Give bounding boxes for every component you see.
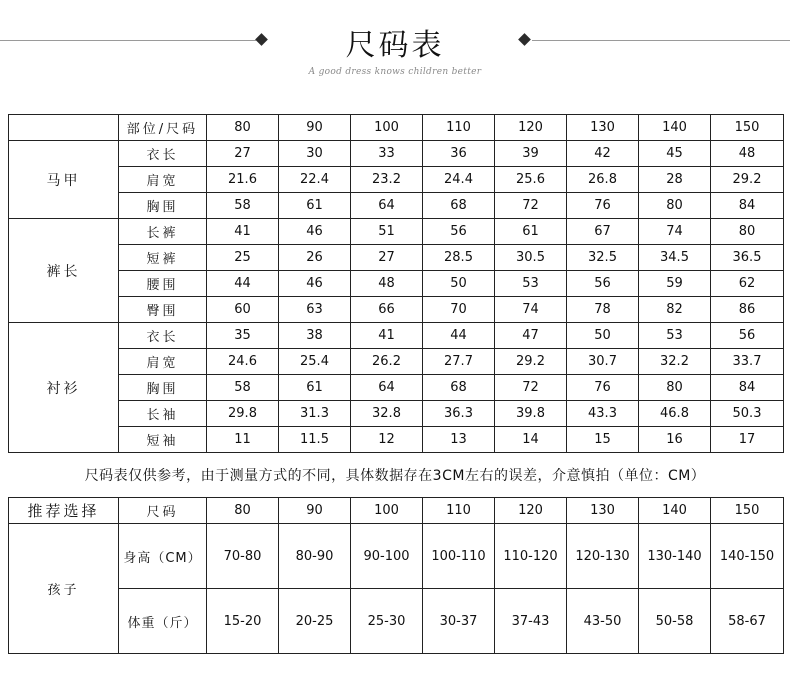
- corner-label: 部位/尺码: [119, 115, 207, 141]
- value-cell: 80: [639, 193, 711, 219]
- value-cell: 38: [279, 323, 351, 349]
- size-header-cell: 130: [567, 115, 639, 141]
- value-cell: 56: [711, 323, 784, 349]
- value-cell: 36: [423, 141, 495, 167]
- value-cell: 30: [279, 141, 351, 167]
- group-label: 衬衫: [9, 323, 119, 453]
- size-header-cell: 80: [207, 115, 279, 141]
- value-cell: 44: [423, 323, 495, 349]
- divider-right: [532, 40, 790, 41]
- value-cell: 36.3: [423, 401, 495, 427]
- value-cell: 31.3: [279, 401, 351, 427]
- size-header-cell: 120: [495, 115, 567, 141]
- value-cell: 23.2: [351, 167, 423, 193]
- table-row: [9, 524, 784, 589]
- item-label: 胸围: [119, 375, 207, 401]
- value-cell: 14: [495, 427, 567, 453]
- size-header-cell: 100: [351, 498, 423, 524]
- value-cell: 66: [351, 297, 423, 323]
- value-cell: 50: [567, 323, 639, 349]
- value-cell: 27: [207, 141, 279, 167]
- value-cell: 59: [639, 271, 711, 297]
- value-cell: 56: [423, 219, 495, 245]
- value-cell: 64: [351, 375, 423, 401]
- value-cell: 20-25: [279, 589, 351, 654]
- value-cell: 48: [351, 271, 423, 297]
- size-header-cell: 110: [423, 498, 495, 524]
- table-row: [9, 193, 784, 219]
- value-cell: 80: [639, 375, 711, 401]
- size-note: 尺码表仅供参考，由于测量方式的不同，具体数据存在3CM左右的误差，介意慎拍（单位：CM）: [84, 468, 706, 484]
- value-cell: 36.5: [711, 245, 784, 271]
- value-cell: 140-150: [711, 524, 784, 589]
- table-row: [9, 141, 784, 167]
- item-label: 长袖: [119, 401, 207, 427]
- size-header-cell: 80: [207, 498, 279, 524]
- value-cell: 84: [711, 375, 784, 401]
- size-header-cell: 130: [567, 498, 639, 524]
- value-cell: 44: [207, 271, 279, 297]
- value-cell: 61: [495, 219, 567, 245]
- value-cell: 58: [207, 375, 279, 401]
- value-cell: 11: [207, 427, 279, 453]
- value-cell: 70-80: [207, 524, 279, 589]
- value-cell: 90-100: [351, 524, 423, 589]
- value-cell: 46: [279, 219, 351, 245]
- item-label: 胸围: [119, 193, 207, 219]
- value-cell: 34.5: [639, 245, 711, 271]
- size-header-cell: 90: [279, 115, 351, 141]
- value-cell: 41: [207, 219, 279, 245]
- value-cell: 82: [639, 297, 711, 323]
- value-cell: 42: [567, 141, 639, 167]
- size-header-cell: 120: [495, 498, 567, 524]
- item-label: 肩宽: [119, 349, 207, 375]
- size-header-cell: 110: [423, 115, 495, 141]
- table-row: [9, 401, 784, 427]
- item-label: 长裤: [119, 219, 207, 245]
- value-cell: 67: [567, 219, 639, 245]
- table-header-row: [9, 115, 784, 141]
- value-cell: 22.4: [279, 167, 351, 193]
- value-cell: 84: [711, 193, 784, 219]
- value-cell: 21.6: [207, 167, 279, 193]
- group-label: 孩子: [9, 524, 119, 654]
- value-cell: 26: [279, 245, 351, 271]
- value-cell: 43-50: [567, 589, 639, 654]
- item-label: 衣长: [119, 141, 207, 167]
- value-cell: 68: [423, 193, 495, 219]
- measurement-table: [8, 114, 784, 453]
- value-cell: 70: [423, 297, 495, 323]
- item-label: 体重（斤）: [119, 589, 207, 654]
- table-row: [9, 323, 784, 349]
- size-header-cell: 150: [711, 115, 784, 141]
- value-cell: 27.7: [423, 349, 495, 375]
- value-cell: 60: [207, 297, 279, 323]
- item-label: 身高（CM）: [119, 524, 207, 589]
- item-label: 腰围: [119, 271, 207, 297]
- value-cell: 30.5: [495, 245, 567, 271]
- value-cell: 46.8: [639, 401, 711, 427]
- table-row: [9, 245, 784, 271]
- value-cell: 17: [711, 427, 784, 453]
- size-header-cell: 150: [711, 498, 784, 524]
- group-label: 裤长: [9, 219, 119, 323]
- value-cell: 28.5: [423, 245, 495, 271]
- size-header-cell: 140: [639, 115, 711, 141]
- value-cell: 51: [351, 219, 423, 245]
- group-label: 马甲: [9, 141, 119, 219]
- value-cell: 47: [495, 323, 567, 349]
- table-row: [9, 271, 784, 297]
- value-cell: 29.2: [711, 167, 784, 193]
- value-cell: 45: [639, 141, 711, 167]
- value-cell: 32.5: [567, 245, 639, 271]
- table-row: [9, 349, 784, 375]
- recommendation-table: [8, 497, 784, 654]
- item-label: 臀围: [119, 297, 207, 323]
- value-cell: 12: [351, 427, 423, 453]
- value-cell: 62: [711, 271, 784, 297]
- value-cell: 72: [495, 375, 567, 401]
- table-row: [9, 219, 784, 245]
- value-cell: 15-20: [207, 589, 279, 654]
- value-cell: 16: [639, 427, 711, 453]
- item-label: 衣长: [119, 323, 207, 349]
- value-cell: 30.7: [567, 349, 639, 375]
- value-cell: 37-43: [495, 589, 567, 654]
- size-header-cell: 140: [639, 498, 711, 524]
- value-cell: 27: [351, 245, 423, 271]
- table-row: [9, 375, 784, 401]
- value-cell: 74: [495, 297, 567, 323]
- value-cell: 39.8: [495, 401, 567, 427]
- value-cell: 53: [639, 323, 711, 349]
- value-cell: 43.3: [567, 401, 639, 427]
- value-cell: 130-140: [639, 524, 711, 589]
- value-cell: 110-120: [495, 524, 567, 589]
- value-cell: 26.2: [351, 349, 423, 375]
- table-row: [9, 589, 784, 654]
- value-cell: 64: [351, 193, 423, 219]
- item-label: 短袖: [119, 427, 207, 453]
- value-cell: 24.6: [207, 349, 279, 375]
- page-header: [0, 0, 790, 100]
- value-cell: 41: [351, 323, 423, 349]
- value-cell: 61: [279, 193, 351, 219]
- value-cell: 39: [495, 141, 567, 167]
- value-cell: 25-30: [351, 589, 423, 654]
- value-cell: 61: [279, 375, 351, 401]
- value-cell: 33: [351, 141, 423, 167]
- page-title: 尺码表: [345, 28, 445, 63]
- value-cell: 46: [279, 271, 351, 297]
- value-cell: 25.4: [279, 349, 351, 375]
- value-cell: 33.7: [711, 349, 784, 375]
- value-cell: 50-58: [639, 589, 711, 654]
- value-cell: 30-37: [423, 589, 495, 654]
- value-cell: 80: [711, 219, 784, 245]
- value-cell: 72: [495, 193, 567, 219]
- value-cell: 50: [423, 271, 495, 297]
- value-cell: 100-110: [423, 524, 495, 589]
- value-cell: 25.6: [495, 167, 567, 193]
- value-cell: 50.3: [711, 401, 784, 427]
- value-cell: 15: [567, 427, 639, 453]
- value-cell: 13: [423, 427, 495, 453]
- table-row: [9, 167, 784, 193]
- value-cell: 32.2: [639, 349, 711, 375]
- value-cell: 76: [567, 375, 639, 401]
- size-header-cell: 90: [279, 498, 351, 524]
- item-label: 短裤: [119, 245, 207, 271]
- value-cell: 76: [567, 193, 639, 219]
- value-cell: 29.8: [207, 401, 279, 427]
- value-cell: 53: [495, 271, 567, 297]
- value-cell: 56: [567, 271, 639, 297]
- table-row: [9, 427, 784, 453]
- item-label: 肩宽: [119, 167, 207, 193]
- value-cell: 86: [711, 297, 784, 323]
- table-row: [9, 297, 784, 323]
- value-cell: 28: [639, 167, 711, 193]
- value-cell: 63: [279, 297, 351, 323]
- corner-cell: [9, 115, 119, 141]
- value-cell: 35: [207, 323, 279, 349]
- value-cell: 29.2: [495, 349, 567, 375]
- size-label: 尺码: [119, 498, 207, 524]
- size-header-cell: 100: [351, 115, 423, 141]
- value-cell: 26.8: [567, 167, 639, 193]
- value-cell: 24.4: [423, 167, 495, 193]
- value-cell: 80-90: [279, 524, 351, 589]
- value-cell: 58-67: [711, 589, 784, 654]
- recommend-header-row: [9, 498, 784, 524]
- value-cell: 48: [711, 141, 784, 167]
- value-cell: 25: [207, 245, 279, 271]
- value-cell: 11.5: [279, 427, 351, 453]
- value-cell: 68: [423, 375, 495, 401]
- value-cell: 58: [207, 193, 279, 219]
- value-cell: 78: [567, 297, 639, 323]
- recommend-corner: 推荐选择: [9, 498, 119, 524]
- value-cell: 120-130: [567, 524, 639, 589]
- page-subtitle: A good dress knows children better: [308, 67, 482, 77]
- value-cell: 74: [639, 219, 711, 245]
- value-cell: 32.8: [351, 401, 423, 427]
